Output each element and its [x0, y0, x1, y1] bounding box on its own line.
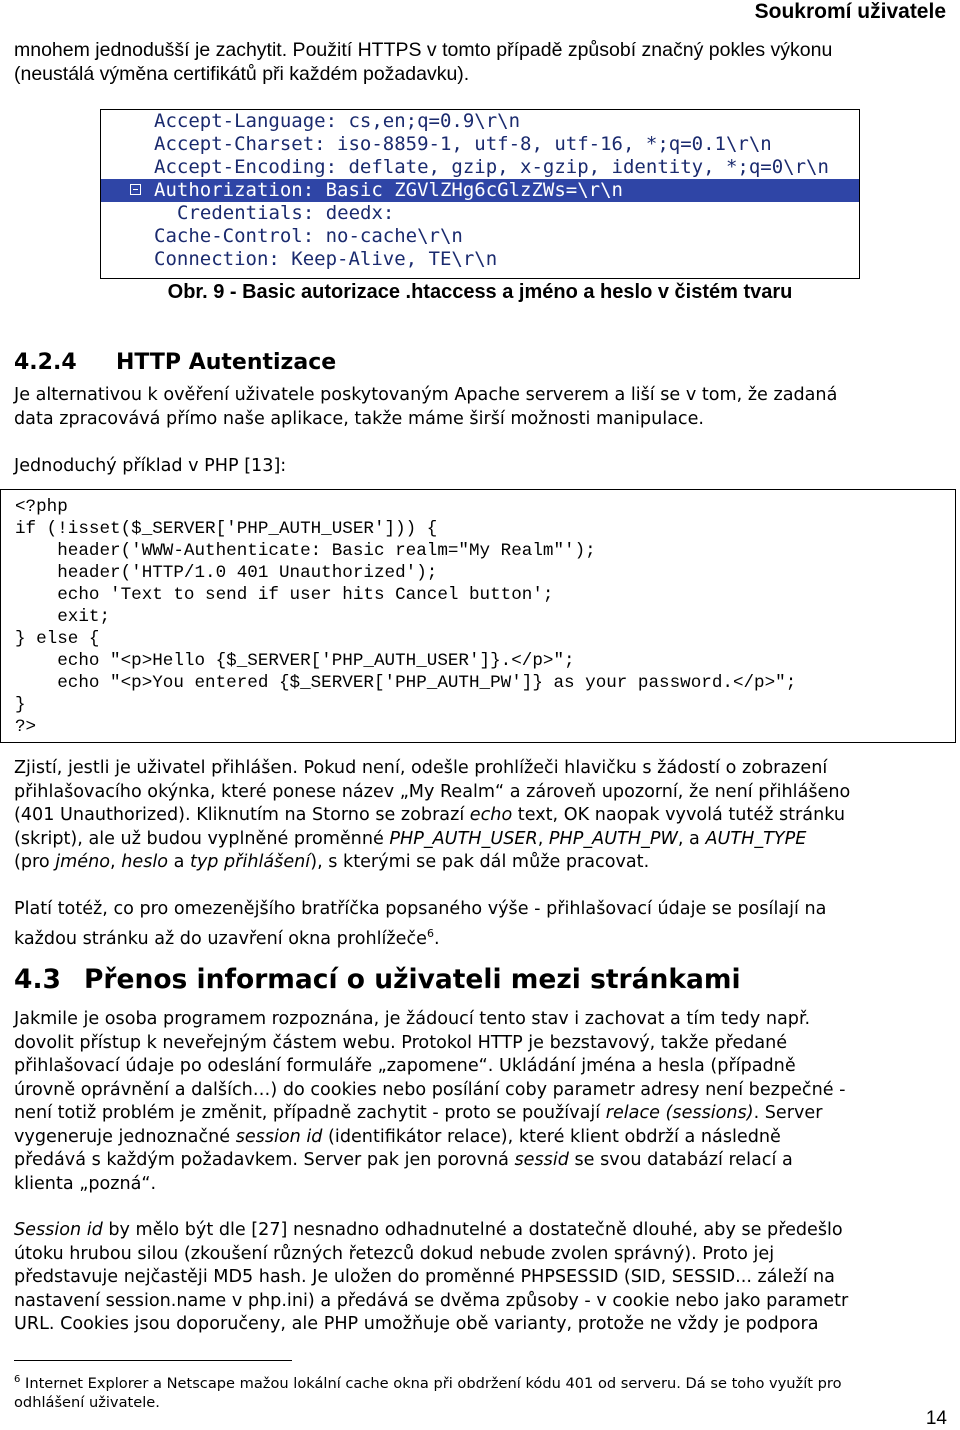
text-run: , a: [677, 828, 706, 849]
text-run-italic: jméno: [55, 852, 111, 872]
http-headers-screenshot: [100, 109, 860, 279]
header-line-text: Credentials: deedx:: [177, 202, 395, 224]
header-line-text: Accept-Encoding: deflate, gzip, x-gzip, identity, *;q=0\r\n: [154, 156, 829, 178]
header-line: [101, 133, 859, 156]
header-line: [101, 156, 859, 179]
text-line: dovolit přístup k neveřejným částem webu. Protokol HTTP je bezstavový, takže předané: [14, 1032, 788, 1053]
text-line: představuje nejčastěji MD5 hash. Je uložen do proměnné PHPSESSID (SID, SESSID... záleží na: [14, 1267, 835, 1287]
text-run: by mělo být dle [27] nesnadno odhadnutelné a dostatečně dlouhé, aby se předešlo: [102, 1220, 843, 1240]
text-run: se svou databází relací a: [568, 1150, 793, 1170]
text-line: [14, 1149, 948, 1173]
text-line: útoku hrubou silou (zkoušení různých řetezců dokud nebude zvolen správný). Proto jej: [14, 1243, 775, 1264]
text-line: [14, 922, 948, 951]
code-line: header('HTTP/1.0 401 Unauthorized');: [15, 563, 438, 583]
text-line: (neustálá výměna certifikátů při každém požadavku).: [14, 63, 470, 85]
text-run: (pro: [14, 852, 56, 872]
text-line: [14, 1102, 948, 1126]
text-run: text, OK naopak vyvolá tutéž stránku: [512, 805, 846, 825]
text-run-italic: heslo: [121, 852, 169, 872]
footnote-divider: [14, 1360, 292, 1361]
paragraph: [14, 757, 948, 875]
code-line: header('WWW-Authenticate: Basic realm="My Realm"');: [15, 541, 596, 561]
text-run: a: [168, 852, 190, 872]
section-heading: [14, 964, 741, 995]
text-line: úrovně oprávnění a dalších…) do cookies nebo posílání coby parametr adresy není bezpečné -: [14, 1079, 846, 1100]
footnote-line: [14, 1370, 948, 1393]
running-header: Soukromí uživatele: [754, 0, 946, 23]
figure-caption: Obr. 9 - Basic autorizace .htaccess a jméno a heslo v čistém tvaru: [167, 281, 793, 303]
footnote: [14, 1370, 948, 1412]
text-line: Je alternativou k ověření uživatele poskytovaným Apache serverem a liší se v tom, že zadaná: [14, 385, 838, 405]
header-line-text: Cache-Control: no-cache\r\n: [154, 225, 463, 247]
paragraph: [14, 1219, 948, 1337]
text-line: data zpracovává přímo naše aplikace, takže máme širší možnosti manipulace.: [14, 408, 704, 429]
text-run-italic: typ přihlášení: [189, 852, 311, 872]
code-line: if (!isset($_SERVER['PHP_AUTH_USER'])) {: [15, 519, 438, 539]
text-line: mnohem jednodušší je zachytit. Použití HTTPS v tomto případě způsobí značný pokles výkonu: [14, 39, 833, 61]
text-line: URL. Cookies jsou doporučeny, ale PHP umožňuje obě varianty, protože ne vždy je podpora: [14, 1314, 819, 1334]
section-title: HTTP Autentizace: [116, 350, 337, 375]
text-run: (identifikátor relace), které klient obdrží a následně: [322, 1126, 781, 1147]
header-line-text: Accept-Charset: iso-8859-1, utf-8, utf-16, *;q=0.1\r\n: [154, 133, 772, 155]
intro-paragraph: [14, 38, 946, 86]
text-run: ,: [537, 828, 549, 849]
text-run: (skript), ale už budou vyplněné proměnné: [14, 828, 390, 849]
code-line: ?>: [15, 717, 37, 737]
section-number: 4.3: [14, 964, 61, 995]
code-line: } else {: [15, 629, 100, 649]
text-run-italic: PHP_AUTH_USER: [389, 828, 538, 849]
text-run: předává s každým požadavkem. Server pak jen porovná: [14, 1150, 515, 1170]
section-number: 4.2.4: [14, 350, 77, 375]
text-line: klienta „pozná“.: [14, 1173, 157, 1194]
text-line: Platí totéž, co pro omezenějšího bratříčka popsaného výše - přihlašovací údaje se posílají na: [14, 899, 827, 919]
footnote-text: Internet Explorer a Netscape mažou lokální cache okna při obdržení kódu 401 od serveru. Dá se toho využít pro: [20, 1374, 842, 1392]
text-line: [14, 1219, 948, 1243]
collapse-icon: [130, 184, 141, 195]
paragraph: [14, 1008, 948, 1196]
footnote-mark: 6: [14, 1374, 21, 1385]
text-run: . Server: [753, 1103, 823, 1123]
code-line: echo "<p>Hello {$_SERVER['PHP_AUTH_USER']}.</p>";: [15, 651, 575, 671]
footnote-line: odhlášení uživatele.: [14, 1393, 160, 1411]
text-line: [14, 851, 948, 875]
example-label: Jednoduchý příklad v PHP [13]:: [14, 456, 287, 476]
code-line: <?php: [15, 497, 68, 517]
header-line-text: Accept-Language: cs,en;q=0.9\r\n: [154, 110, 521, 132]
header-line-text: Authorization: Basic ZGVlZHg6cGlzZWs=\r\n: [154, 179, 623, 201]
text-run: .: [433, 928, 440, 949]
page-number: 14: [925, 1408, 947, 1429]
text-run: není totiž problém je změnit, případně zachytit - proto se používají: [14, 1103, 606, 1123]
code-line: }: [15, 695, 26, 715]
code-line: echo 'Text to send if user hits Cancel button';: [15, 585, 554, 605]
code-line: echo "<p>You entered {$_SERVER['PHP_AUTH_PW']} as your password.</p>";: [15, 673, 797, 693]
text-run-italic: PHP_AUTH_PW: [548, 828, 678, 849]
section-heading: [14, 350, 336, 375]
text-run: (401 Unauthorized). Kliknutím na Storno se zobrazí: [14, 805, 470, 825]
header-line: [101, 202, 859, 225]
header-line: [101, 110, 859, 133]
text-run-italic: Session id: [14, 1220, 103, 1240]
paragraph: [14, 898, 948, 951]
header-line-text: Connection: Keep-Alive, TE\r\n: [154, 248, 498, 270]
paragraph: [14, 384, 948, 431]
text-line: Jakmile je osoba programem rozpoznána, je žádoucí tento stav i zachovat a tím tedy např.: [14, 1009, 811, 1029]
footnote-ref[interactable]: 6: [426, 926, 434, 940]
text-run: ,: [110, 852, 122, 872]
text-line: [14, 828, 948, 852]
text-run: vygeneruje jednoznačné: [14, 1126, 236, 1147]
text-run: ), s kterými se pak dál může pracovat.: [310, 852, 650, 872]
text-line: nastavení session.name v php.ini) a předává se dvěma způsoby - v cookie nebo jako parametr: [14, 1290, 849, 1311]
header-line: [101, 225, 859, 248]
text-line: [14, 1126, 948, 1150]
text-run-italic: relace (sessions): [605, 1103, 754, 1123]
section-title: Přenos informací o uživateli mezi stránkami: [84, 964, 741, 995]
code-line: exit;: [15, 607, 111, 627]
header-line-selected: [101, 179, 859, 202]
text-run-italic: sessid: [514, 1150, 569, 1170]
code-block: [0, 489, 956, 743]
text-run: každou stránku až do uzavření okna prohlížeče: [14, 928, 427, 949]
text-line: [14, 804, 948, 828]
text-run-italic: AUTH_TYPE: [705, 828, 807, 849]
text-line: Zjistí, jestli je uživatel přihlášen. Pokud není, odešle prohlížeči hlavičku s žádostí o zobrazení: [14, 758, 828, 778]
header-line: [101, 248, 859, 271]
text-run-italic: session id: [235, 1126, 323, 1147]
text-line: přihlašovací údaje po odeslání formuláře „zapomene“. Ukládání jména a hesla (případně: [14, 1056, 796, 1076]
text-run-italic: echo: [469, 805, 513, 825]
text-line: přihlašovacího okýnka, které ponese název „My Realm“ a zároveň upozorní, že není přihlášeno: [14, 781, 851, 802]
